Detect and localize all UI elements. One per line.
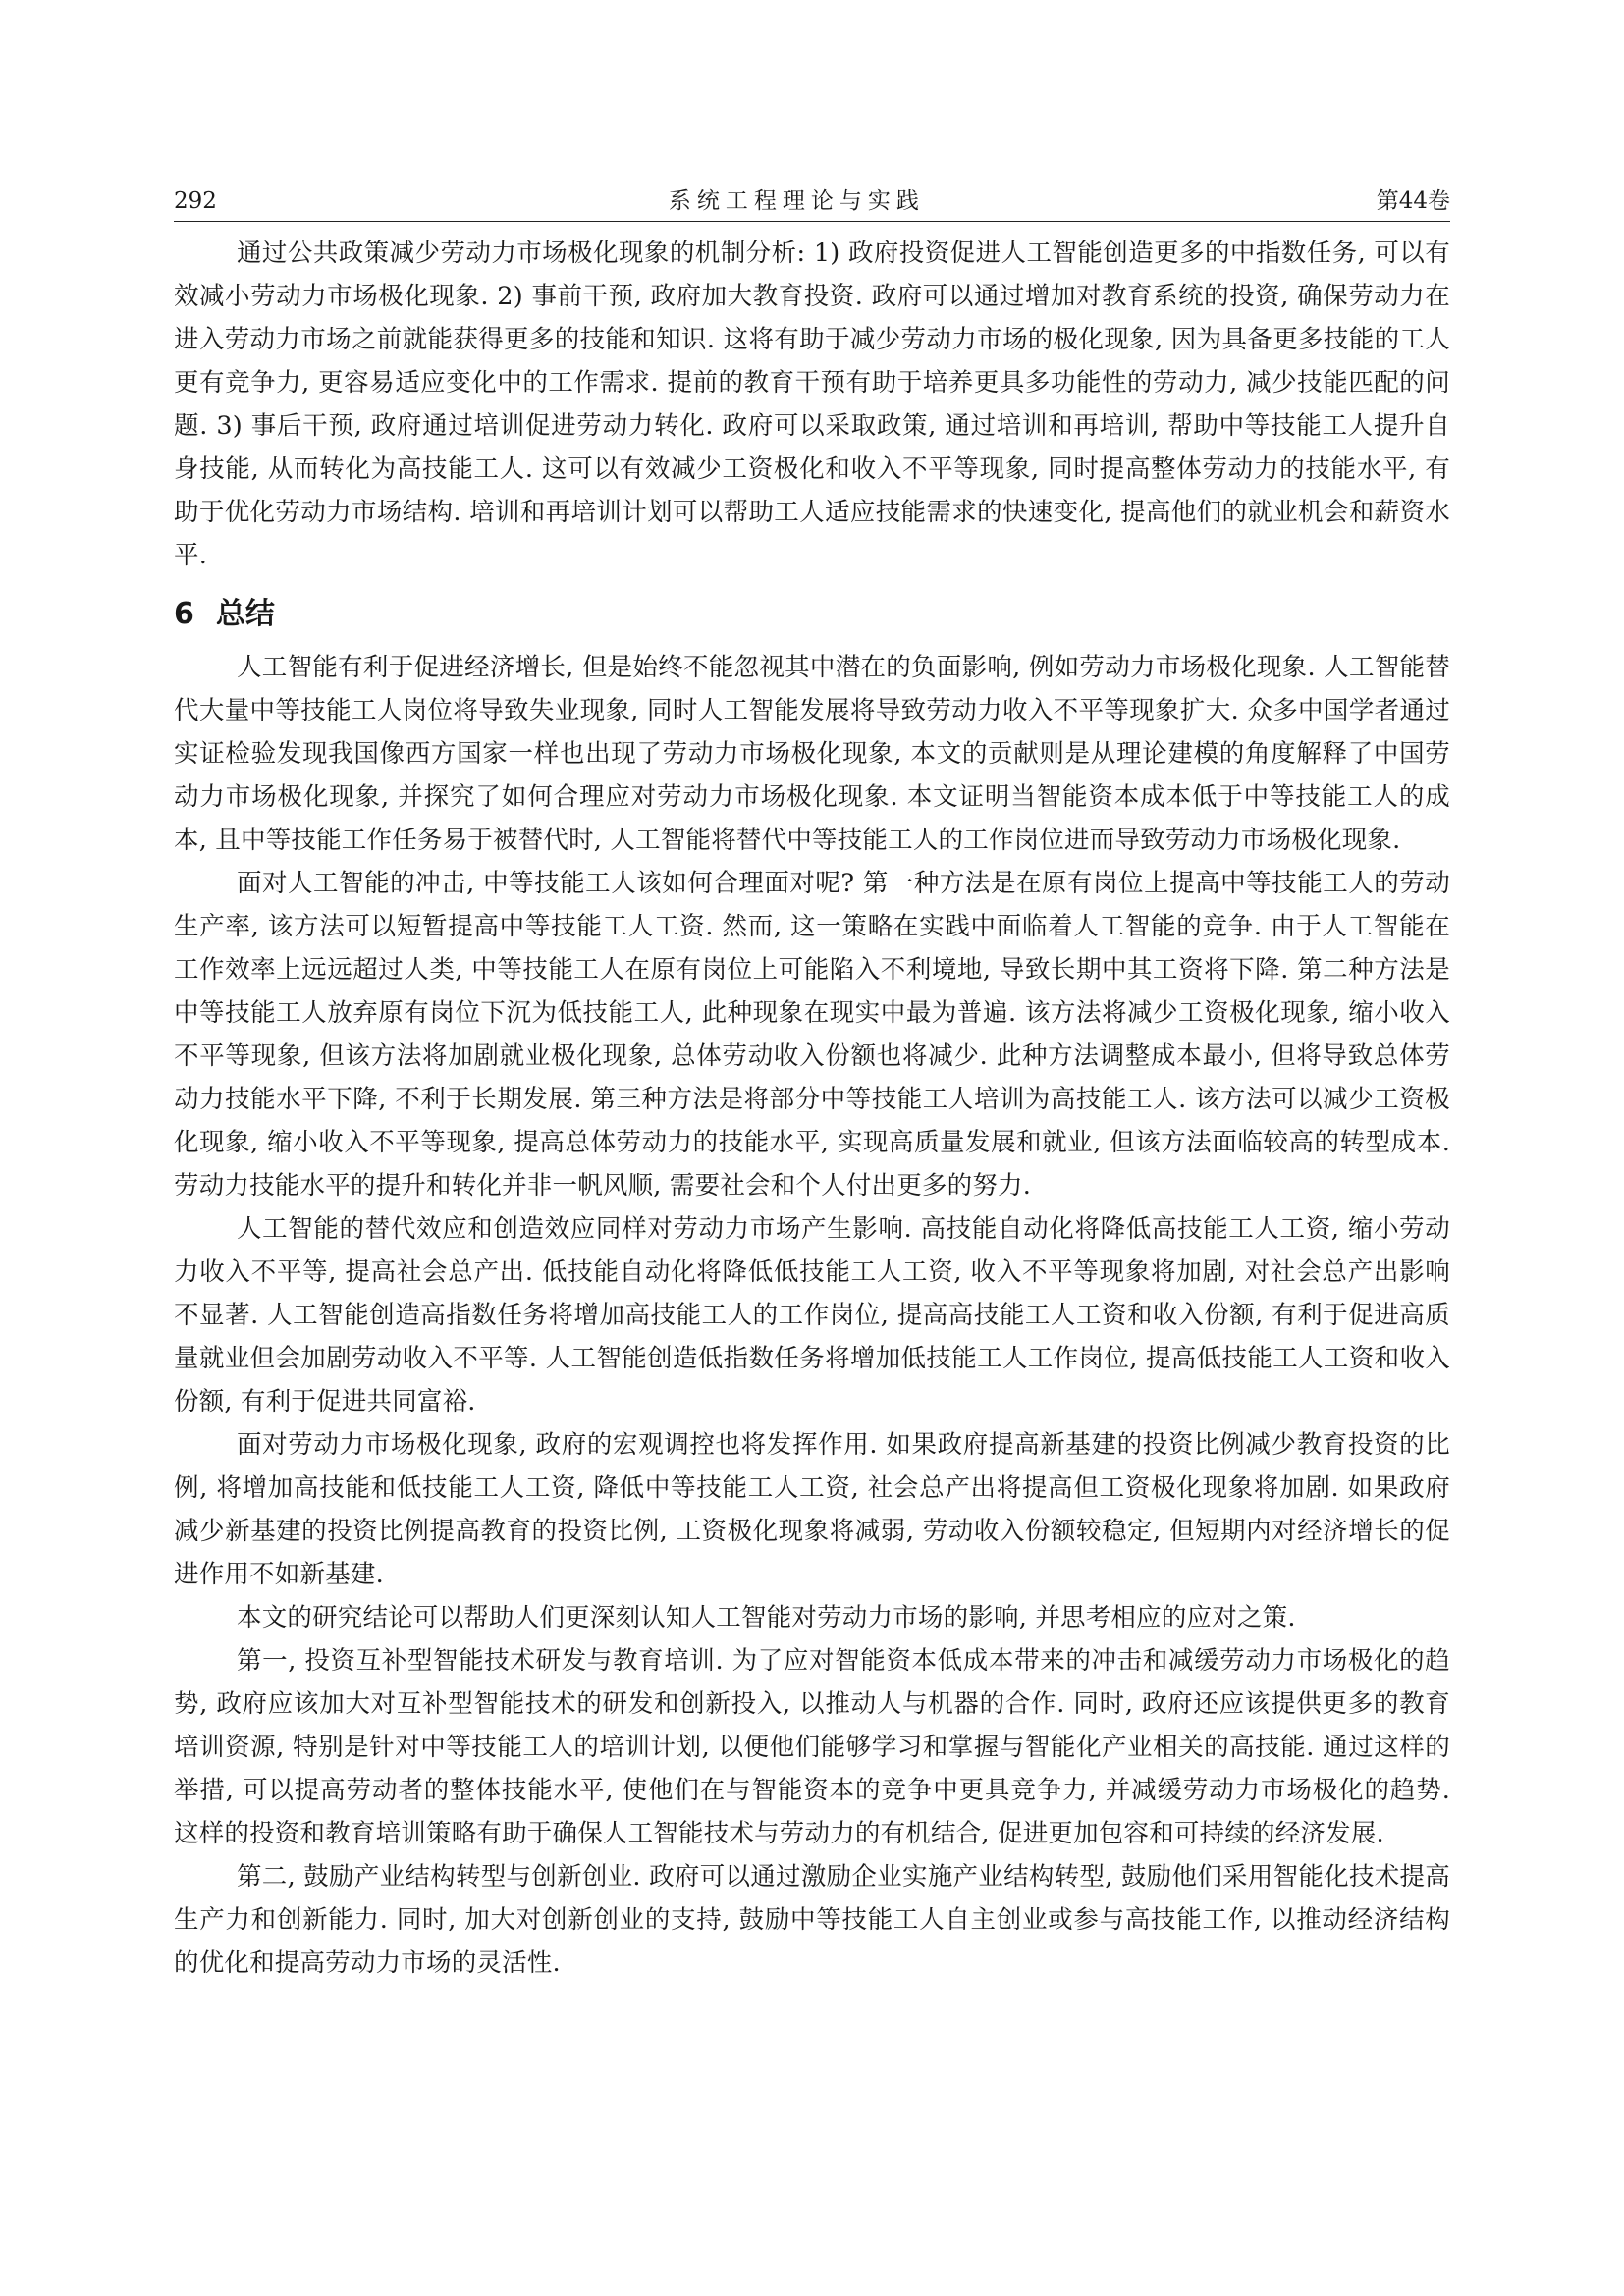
paragraph-conclusion-intro: 本文的研究结论可以帮助人们更深刻认知人工智能对劳动力市场的影响, 并思考相应的应对之策. bbox=[237, 1603, 1296, 1632]
paragraph-substitution-effects: 人工智能的替代效应和创造效应同样对劳动力市场产生影响. 高技能自动化将降低高技能工人工资, 缩小劳动力收入不平等, 提高社会总产出. 低技能自动化将降低低技能工人工资, 收入不平等现象将加剧, 对社会总产出影响不显著. 人工智能创造高指数任务将增加高技能工人的工作岗位, 提高高技能工人工资和收入份额, 有利于促进高质量就业但会加剧劳动收入不平等. 人工智能创造低指数任务将增加低技能工人工作岗位, 提高低技能工人工资和收入份额, 有利于促进共同富裕. bbox=[174, 1214, 1450, 1416]
page-number: 292 bbox=[174, 188, 217, 214]
volume-label: 第44卷 bbox=[1376, 188, 1450, 214]
paragraph-recommendation-2: 第二, 鼓励产业结构转型与创新创业. 政府可以通过激励企业实施产业结构转型, 鼓励他们采用智能化技术提高生产力和创新能力. 同时, 加大对创新创业的支持, 鼓励中等技能工人自主创业或参与高技能工作, 以推动经济结构的优化和提高劳动力市场的灵活性. bbox=[174, 1862, 1450, 1978]
section-number: 6 bbox=[174, 597, 194, 631]
running-header bbox=[174, 187, 1450, 222]
paragraph-government-policy: 面对劳动力市场极化现象, 政府的宏观调控也将发挥作用. 如果政府提高新基建的投资比例减少教育投资的比例, 将增加高技能和低技能工人工资, 降低中等技能工人工资, 社会总产出将提高但工资极化现象将加剧. 如果政府减少新基建的投资比例提高教育的投资比例, 工资极化现象将减弱, 劳动收入份额较稳定, 但短期内对经济增长的促进作用不如新基建. bbox=[174, 1430, 1450, 1589]
intro-paragraph: 通过公共政策减少劳动力市场极化现象的机制分析: 1) 政府投资促进人工智能创造更多的中指数任务, 可以有效减小劳动力市场极化现象. 2) 事前干预, 政府加大教育投资. 政府可以通过增加对教育系统的投资, 确保劳动力在进入劳动力市场之前就能获得更多的技能和知识. 这将有助于减少劳动力市场的极化现象, 因为具备更多技能的工人更有竞争力, 更容易适应变化中的工作需求. 提前的教育干预有助于培养更具多功能性的劳动力, 减少技能匹配的问题. 3) 事后干预, 政府通过培训促进劳动力转化. 政府可以采取政策, 通过培训和再培训, 帮助中等技能工人提升自身技能, 从而转化为高技能工人. 这可以有效减少工资极化和收入不平等现象, 同时提高整体劳动力的技能水平, 有助于优化劳动力市场结构. 培训和再培训计划可以帮助工人适应技能需求的快速变化, 提高他们的就业机会和薪资水平. bbox=[174, 239, 1450, 570]
body-text bbox=[174, 232, 1450, 1985]
paragraph-recommendation-1: 第一, 投资互补型智能技术研发与教育培训. 为了应对智能资本低成本带来的冲击和减缓劳动力市场极化的趋势, 政府应该加大对互补型智能技术的研发和创新投入, 以推动人与机器的合作. 同时, 政府还应该提供更多的教育培训资源, 特别是针对中等技能工人的培训计划, 以便他们能够学习和掌握与智能化产业相关的高技能. 通过这样的举措, 可以提高劳动者的整体技能水平, 使他们在与智能资本的竞争中更具竞争力, 并减缓劳动力市场极化的趋势. 这样的投资和教育培训策略有助于确保人工智能技术与劳动力的有机结合, 促进更加包容和可持续的经济发展. bbox=[174, 1646, 1450, 1848]
section-heading bbox=[174, 593, 1450, 636]
paper-page bbox=[174, 187, 1450, 1985]
paragraph-summary: 人工智能有利于促进经济增长, 但是始终不能忽视其中潜在的负面影响, 例如劳动力市场极化现象. 人工智能替代大量中等技能工人岗位将导致失业现象, 同时人工智能发展将导致劳动力收入不平等现象扩大. 众多中国学者通过实证检验发现我国像西方国家一样也出现了劳动力市场极化现象, 本文的贡献则是从理论建模的角度解释了中国劳动力市场极化现象, 并探究了如何合理应对劳动力市场极化现象. 本文证明当智能资本成本低于中等技能工人的成本, 且中等技能工作任务易于被替代时, 人工智能将替代中等技能工人的工作岗位进而导致劳动力市场极化现象. bbox=[174, 653, 1450, 855]
paragraph-worker-response: 面对人工智能的冲击, 中等技能工人该如何合理面对呢? 第一种方法是在原有岗位上提高中等技能工人的劳动生产率, 该方法可以短暂提高中等技能工人工资. 然而, 这一策略在实践中面临着人工智能的竞争. 由于人工智能在工作效率上远远超过人类, 中等技能工人在原有岗位上可能陷入不利境地, 导致长期中其工资将下降. 第二种方法是中等技能工人放弃原有岗位下沉为低技能工人, 此种现象在现实中最为普遍. 该方法将减少工资极化现象, 缩小收入不平等现象, 但该方法将加剧就业极化现象, 总体劳动收入份额也将减少. 此种方法调整成本最小, 但将导致总体劳动力技能水平下降, 不利于长期发展. 第三种方法是将部分中等技能工人培训为高技能工人. 该方法可以减少工资极化现象, 缩小收入不平等现象, 提高总体劳动力的技能水平, 实现高质量发展和就业, 但该方法面临较高的转型成本. 劳动力技能水平的提升和转化并非一帆风顺, 需要社会和个人付出更多的努力. bbox=[174, 869, 1450, 1201]
section-title: 总结 bbox=[215, 597, 275, 631]
journal-title: 系统工程理论与实践 bbox=[668, 188, 925, 214]
